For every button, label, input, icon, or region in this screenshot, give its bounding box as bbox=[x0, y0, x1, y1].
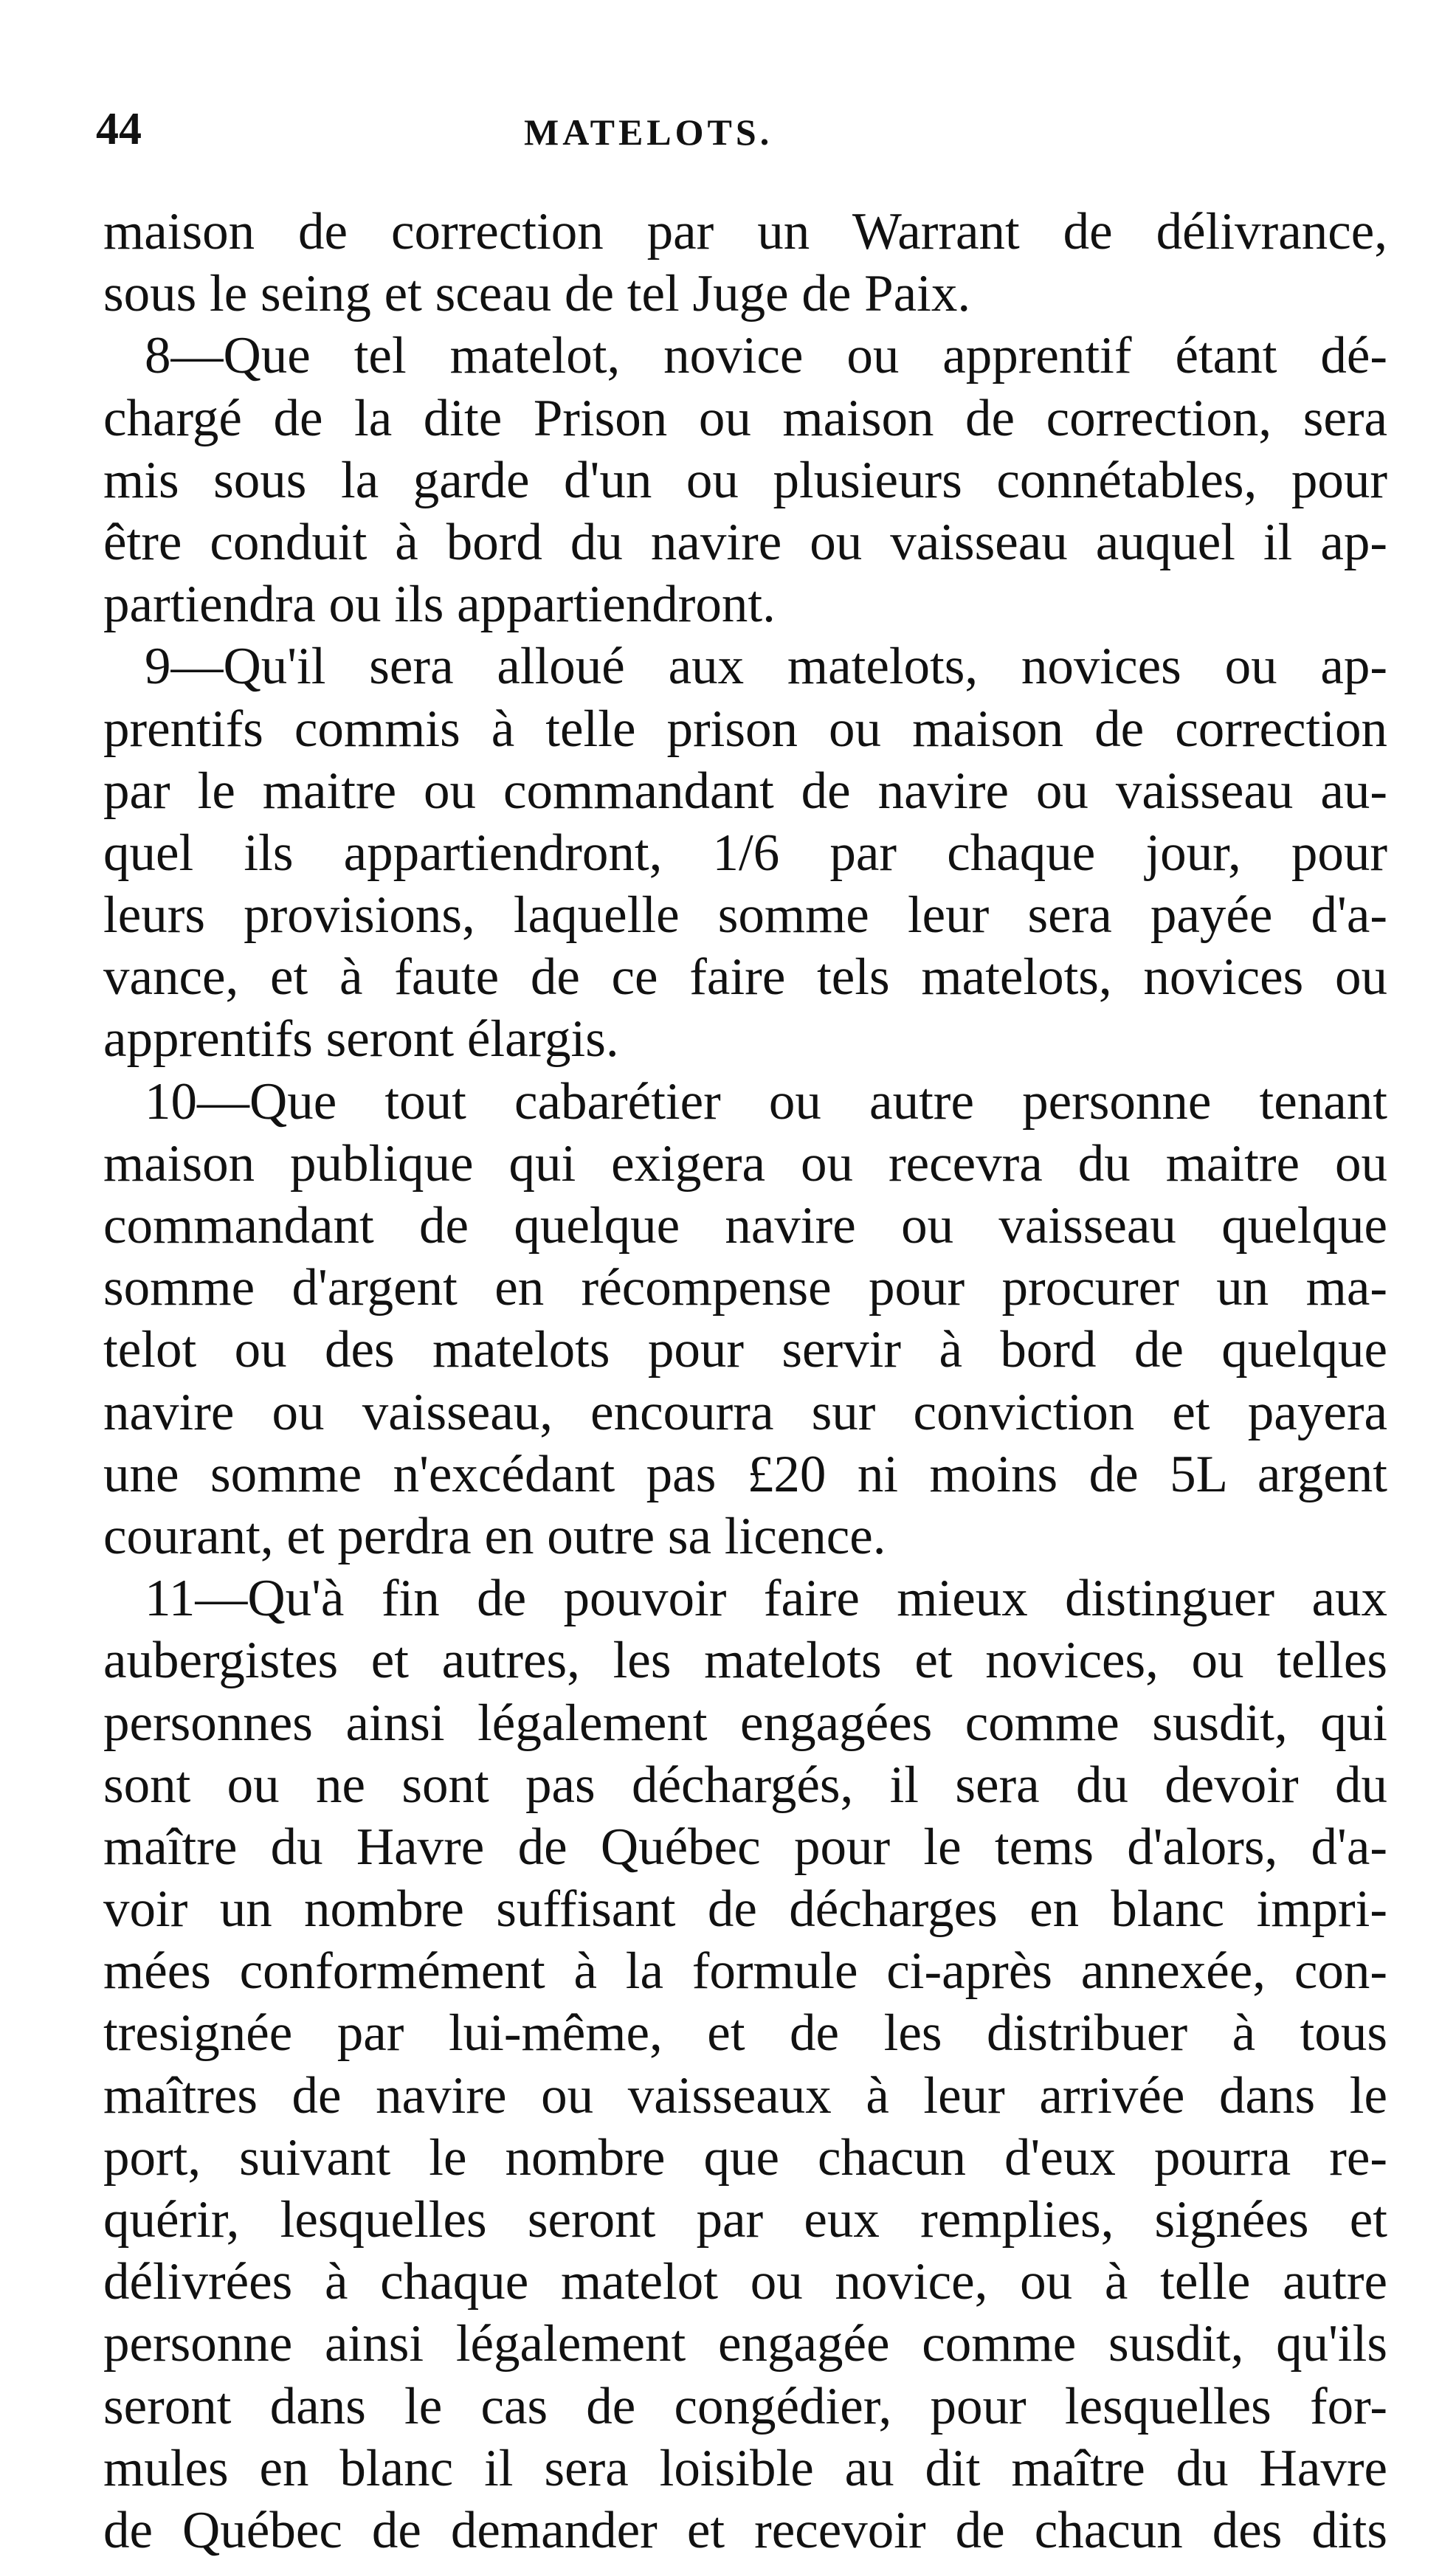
text-line: prentifs commis à telle prison ou maison de correction bbox=[103, 700, 1387, 758]
text-line: mules en blanc il sera loisible au dit maître du Havre bbox=[103, 2439, 1387, 2497]
text-line: courant, et perdra en outre sa licence. bbox=[103, 1507, 886, 1565]
text-line: telot ou des matelots pour servir à bord de quelque bbox=[103, 1321, 1387, 1379]
text-line: une somme n'excédant pas £20 ni moins de 5L argent bbox=[103, 1445, 1387, 1503]
text-line: de Québec de demander et recevoir de chacun des dits bbox=[103, 2501, 1387, 2559]
text-line: somme d'argent en récompense pour procurer un ma- bbox=[103, 1259, 1387, 1317]
text-line: personne ainsi légalement engagée comme susdit, qu'ils bbox=[103, 2315, 1387, 2373]
text-line: maison publique qui exigera ou recevra du maitre ou bbox=[103, 1134, 1387, 1193]
running-title: MATELOTS. bbox=[524, 111, 773, 153]
text-line: quel ils appartiendront, 1/6 par chaque jour, pour bbox=[103, 824, 1387, 882]
text-line: être conduit à bord du navire ou vaisseau auquel il ap- bbox=[103, 513, 1387, 571]
text-line: maison de correction par un Warrant de délivrance, bbox=[103, 203, 1387, 260]
text-line: délivrées à chaque matelot ou novice, ou à telle autre bbox=[103, 2253, 1387, 2311]
page-number: 44 bbox=[96, 104, 142, 154]
text-line: par le maitre ou commandant de navire ou vaisseau au- bbox=[103, 762, 1387, 820]
text-line: maîtres de navire ou vaisseaux à leur arrivée dans le bbox=[103, 2066, 1387, 2125]
text-line: maître du Havre de Québec pour le tems d'alors, d'a- bbox=[103, 1818, 1387, 1876]
text-line: port, suivant le nombre que chacun d'eux pourra re- bbox=[103, 2128, 1387, 2187]
text-line: 8—Que tel matelot, novice ou apprentif étant dé- bbox=[145, 327, 1387, 385]
text-line: mées conformément à la formule ci-après annexée, con- bbox=[103, 1942, 1387, 2001]
text-line: seront dans le cas de congédier, pour lesquelles for- bbox=[103, 2377, 1387, 2435]
text-line: navire ou vaisseau, encourra sur conviction et payera bbox=[103, 1383, 1387, 1441]
text-line: sont ou ne sont pas déchargés, il sera du devoir du bbox=[103, 1756, 1387, 1814]
text-line: 9—Qu'il sera alloué aux matelots, novices ou ap- bbox=[145, 638, 1387, 696]
text-line: partiendra ou ils appartiendront. bbox=[103, 576, 776, 634]
text-line: commandant de quelque navire ou vaisseau quelque bbox=[103, 1197, 1387, 1255]
text-line: apprentifs seront élargis. bbox=[103, 1010, 619, 1069]
text-line: mis sous la garde d'un ou plusieurs connétables, pour bbox=[103, 451, 1387, 509]
text-line: 11—Qu'à fin de pouvoir faire mieux distinguer aux bbox=[145, 1570, 1387, 1628]
text-line: personnes ainsi légalement engagées comme susdit, qui bbox=[103, 1694, 1387, 1752]
text-line: sous le seing et sceau de tel Juge de Paix. bbox=[103, 265, 971, 323]
text-line: chargé de la dite Prison ou maison de correction, sera bbox=[103, 389, 1387, 447]
text-line: voir un nombre suffisant de décharges en blanc impri- bbox=[103, 1880, 1387, 1939]
page-header bbox=[0, 0, 1456, 192]
text-line: quérir, lesquelles seront par eux remplies, signées et bbox=[103, 2191, 1387, 2249]
body-text bbox=[103, 201, 1387, 2561]
text-line: tresignée par lui-même, et de les distribuer à tous bbox=[103, 2004, 1387, 2063]
text-line: aubergistes et autres, les matelots et novices, ou telles bbox=[103, 1632, 1387, 1690]
text-line: leurs provisions, laquelle somme leur sera payée d'a- bbox=[103, 886, 1387, 945]
text-line: 10—Que tout cabarétier ou autre personne tenant bbox=[145, 1072, 1387, 1131]
text-line: vance, et à faute de ce faire tels matelots, novices ou bbox=[103, 948, 1387, 1007]
